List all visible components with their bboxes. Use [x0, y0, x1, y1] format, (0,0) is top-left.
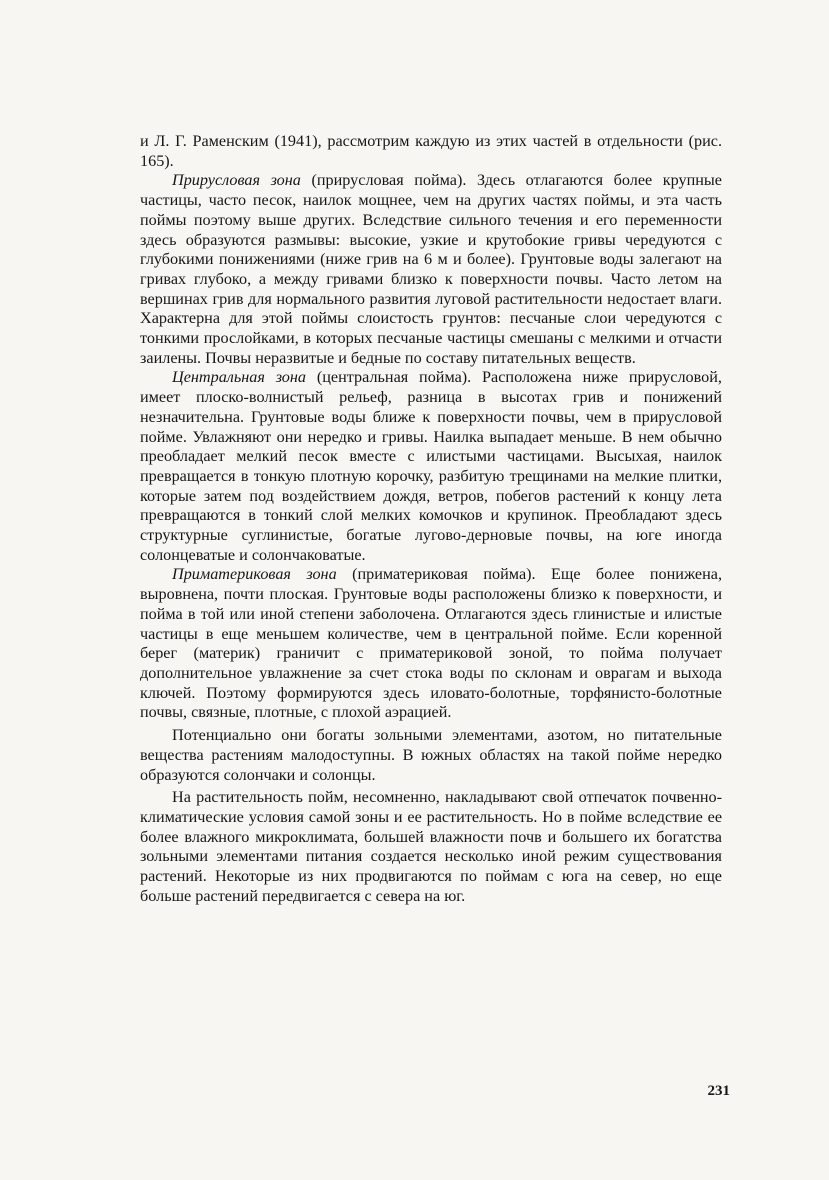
- paragraph-6: [140, 788, 722, 906]
- paragraph-4: [140, 565, 722, 723]
- page-number: 231: [707, 1083, 730, 1099]
- paragraph-3-text: (центральная пойма). Расположена ниже прирусловой, имеет плоско-волнистый рельеф, разница в высотах грив и понижений незначительна. Грунтовые воды ближе к поверхности почвы, чем в прирусловой пойме. Увлажняют они нередко и гривы. Наилка выпадает меньше. В нем обычно преобладает мелкий песок вместе с илистыми частицами. Высыхая, наилок превращается в тонкую плотную корочку, разбитую трещинами на мелкие плитки, которые затем под воздействием дождя, ветров, побегов растений к концу лета превращаются в тонкий слой мелких комочков и крупинок. Преобладают здесь структурные суглинистые, богатые лугово-дерновые почвы, на юге иногда солонцеватые и солончаковатые.: [140, 368, 722, 564]
- paragraph-6-text: На растительность пойм, несомненно, накладывают свой отпечаток почвенно-климатические условия самой зоны и ее растительность. Но в пойме вследствие ее более влажного микроклимата, большей влажности почв и большего их богатства зольными элементами питания создается несколько иной режим существования растений. Некоторые из них продвигаются по поймам с юга на север, но еще больше растений передвигается с севера на юг.: [140, 788, 722, 905]
- paragraph-4-lead: Приматериковая зона: [172, 565, 337, 584]
- paragraph-1: [140, 132, 722, 171]
- paragraph-2-lead: Прирусловая зона: [172, 171, 301, 190]
- paragraph-1-text: и Л. Г. Раменским (1941), рассмотрим каждую из этих частей в отдельности (рис. 165).: [140, 132, 722, 170]
- paragraph-4-text: (приматериковая пойма). Еще более понижена, выровнена, почти плоская. Грунтовые воды расположены близко к поверхности, и пойма в той или иной степени заболочена. Отлагаются здесь глинистые и илистые частицы в еще меньшем количестве, чем в центральной пойме. Если коренной берег (материк) граничит с приматериковой зоной, то пойма получает дополнительное увлажнение за счет стока воды по склонам и оврагам и выхода ключей. Поэтому формируются здесь иловато-болотные, торфянисто-болотные почвы, связные, плотные, с плохой аэрацией.: [140, 565, 722, 722]
- paragraph-2-text: (прирусловая пойма). Здесь отлагаются более крупные частицы, часто песок, наилок мощнее, чем на других частях поймы, и эта часть поймы поэтому выше других. Вследствие сильного течения и его переменности здесь образуются размывы: высокие, узкие и крутобокие гривы чередуются с глубокими понижениями (ниже грив на 6 м и более). Грунтовые воды залегают на гривах глубоко, а между гривами близко к поверхности почвы. Часто летом на вершинах грив для нормального развития луговой растительности недостает влаги. Характерна для этой поймы слоистость грунтов: песчаные слои чередуются с тонкими прослойками, в которых песчаные частицы смешаны с мелкими и отчасти заилены. Почвы неразвитые и бедные по составу питательных веществ.: [140, 171, 722, 367]
- paragraph-5-text: Потенциально они богаты зольными элементами, азотом, но питательные вещества растениям малодоступны. В южных областях на такой пойме нередко образуются солончаки и солонцы.: [140, 726, 722, 784]
- paragraph-3: [140, 368, 722, 565]
- page-text: [140, 132, 722, 906]
- paragraph-2: [140, 171, 722, 368]
- paragraph-5: [140, 726, 722, 785]
- paragraph-3-lead: Центральная зона: [172, 368, 307, 387]
